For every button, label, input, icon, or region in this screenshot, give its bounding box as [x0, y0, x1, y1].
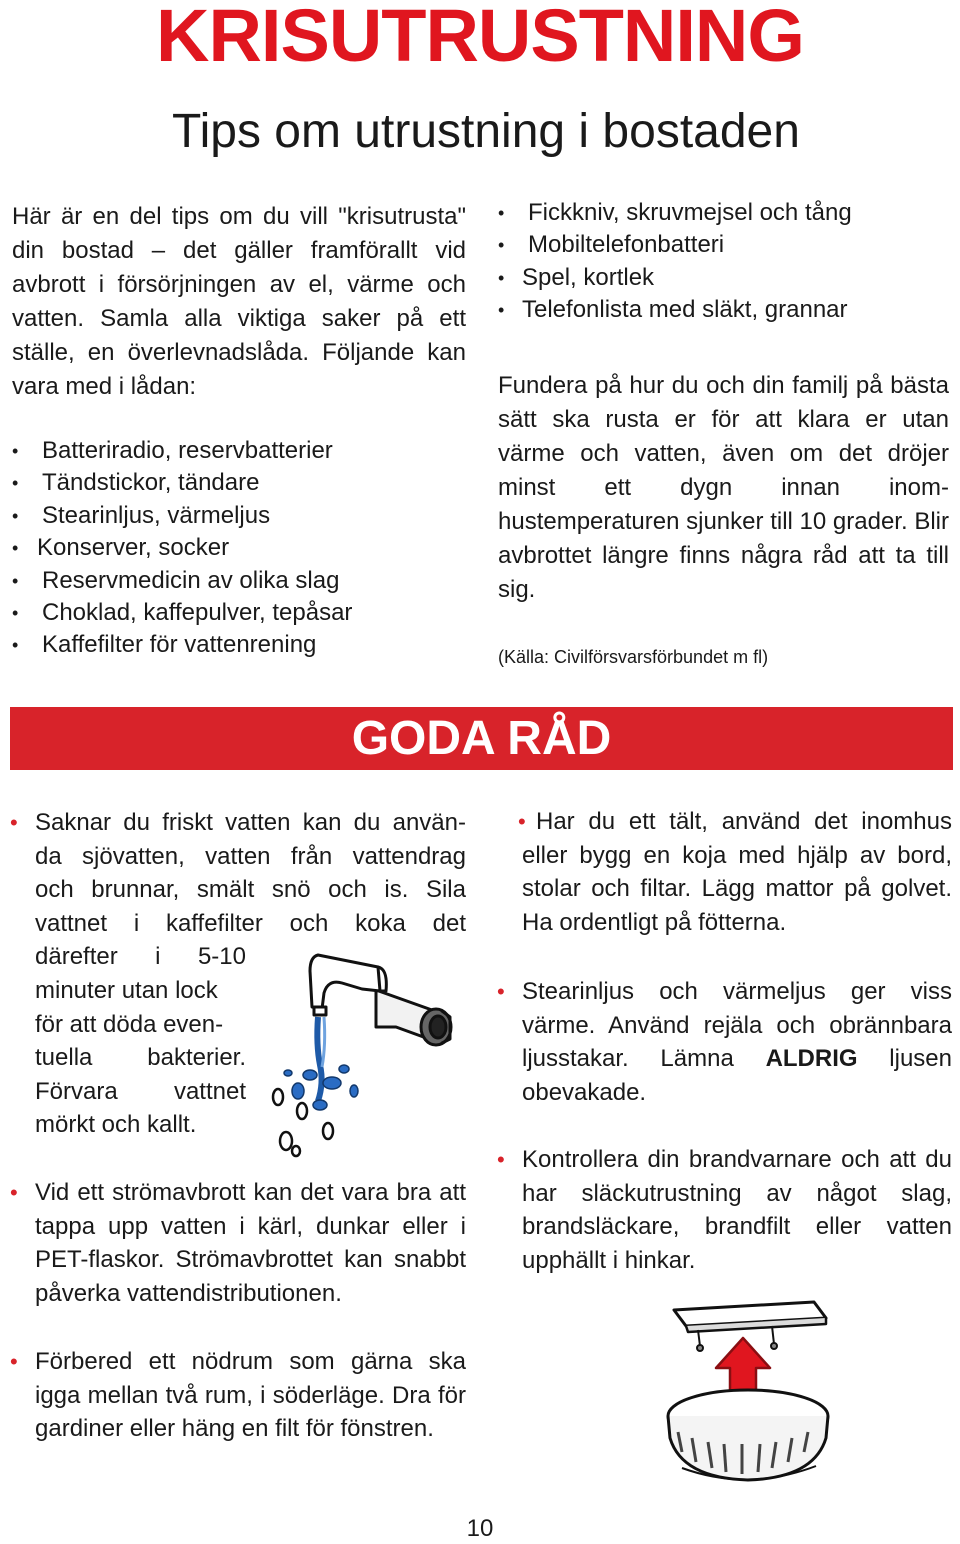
supplies-list-right [498, 197, 958, 327]
tip-water-line: da sjövatten, vatten från vattendrag [35, 842, 466, 870]
tip-tent [518, 805, 952, 939]
list-item: • Choklad, kaffepulver, tepåsar [12, 597, 472, 629]
tip-water-line: för att döda even- [35, 1010, 224, 1038]
page-title: KRISUTRUSTNING [156, 0, 804, 77]
bullet-icon: • [12, 635, 19, 656]
bullet-icon: • [497, 1147, 505, 1172]
tip-power-text: Vid ett strömavbrott kan det vara bra att tappa upp vatten i kärl, dunkar eller i PET-flaskor. Strömavbrottet kan snabbt påverka vattendistributionen. [35, 1179, 466, 1307]
tip-water-line: Saknar du friskt vatten kan du använ- [35, 809, 466, 836]
tip-room [10, 1345, 466, 1446]
bullet-icon: • [12, 473, 19, 494]
bullet-icon: • [12, 441, 19, 461]
list-item: • Kaffefilter för vattenrening [12, 629, 472, 661]
tip-water-line: vattnet i kaffefilter och koka det [35, 909, 466, 937]
tip-water-line: Förvara vattnet [35, 1077, 246, 1105]
list-item: • Telefonlista med släkt, grannar [498, 294, 958, 326]
list-item: • Fickkniv, skruvmejsel och tång [498, 197, 958, 229]
list-item: • Stearinljus, värmeljus [12, 500, 472, 532]
intro-paragraph: Här är en del tips om du vill "krisutrusta" din bostad – det gäller framförallt vid avbrott i försörjningen av el, värme och vatten. Samla alla viktiga saker på ett ställe, en överlevnadslåda. Följande kan vara med i lådan: [12, 203, 466, 400]
tip-candles-part: ljusen obevakade. [522, 1045, 953, 1106]
list-item: • Konserver, socker [12, 532, 472, 564]
bullet-icon: • [498, 203, 505, 223]
list-item: • Reservmedicin av olika slag [12, 565, 472, 597]
tip-water-line: mörkt och kallt. [35, 1111, 197, 1139]
page-number: 10 [466, 1515, 494, 1542]
tip-smoke-detector [497, 1143, 952, 1277]
tip-room-text: Förbered ett nödrum som gärna ska igga mellan två rum, i söderläge. Dra för gardiner eller häng en filt för fönstren. [35, 1348, 466, 1443]
tip-candles-part: Stearinljus och värmeljus ger viss värme. Använd rejäla och obrännbara ljusstakar. Lämna [522, 978, 952, 1073]
bullet-icon: • [12, 603, 19, 624]
list-item: • Spel, kortlek [498, 262, 958, 294]
bullet-icon: • [498, 267, 505, 288]
tip-water-line: därefter i 5-10 [35, 943, 246, 971]
list-item: • Tändstickor, tändare [12, 467, 472, 499]
bullet-icon: • [10, 810, 18, 835]
tip-candles-text [522, 975, 952, 1109]
smoke-detector-illustration [652, 1296, 834, 1486]
bullet-icon: • [498, 235, 505, 256]
goda-rad-banner [10, 707, 953, 770]
tip-tent-text: Har du ett tält, använd det inomhus eller bygg en koja med hjälp av bord, stolar och filtar. Lägg mattor på golvet. Ha ordentligt på fötterna. [522, 808, 952, 936]
list-item: • Mobiltelefonbatteri [498, 229, 958, 261]
faucet-illustration [258, 945, 470, 1160]
bullet-icon: • [518, 809, 526, 834]
tip-water-line: och brunnar, smält snö och is. Sila [35, 876, 466, 904]
banner-title: GODA RÅD [351, 712, 612, 765]
consider-paragraph: Fundera på hur du och din familj på bästa sätt ska rusta er för att klara er utan värme och vatten, även om det dröjer minst ett dygn innan inomhustemperaturen sjunker till 10 grader. Blir avbrottet längre finns några råd att ta till sig. [498, 372, 949, 603]
source-note: (Källa: Civilförsvarsförbundet m fl) [498, 647, 769, 667]
tip-candles-emphasis: ALDRIG [765, 1045, 858, 1073]
tip-smoke-text: Kontrollera din brandvarnare och att du har släckutrustning av något slag, brandsläckare, brandfilt eller vatten upphällt i hinkar. [522, 1146, 952, 1274]
bullet-icon: • [12, 570, 19, 591]
bullet-icon: • [10, 1180, 18, 1205]
supplies-list-left [12, 435, 472, 662]
tip-power [10, 1176, 466, 1310]
bullet-icon: • [498, 300, 505, 321]
tip-candles [497, 975, 952, 1109]
tip-water-line: minuter utan lock [35, 976, 218, 1004]
bullet-icon: • [497, 979, 505, 1004]
list-item: • Batteriradio, reservbatterier [12, 435, 472, 467]
page-subtitle: Tips om utrustning i bostaden [172, 105, 800, 158]
bullet-icon: • [12, 538, 19, 559]
tip-water-line: tuella bakterier. [35, 1044, 246, 1072]
bullet-icon: • [10, 1349, 18, 1374]
bullet-icon: • [12, 505, 19, 526]
